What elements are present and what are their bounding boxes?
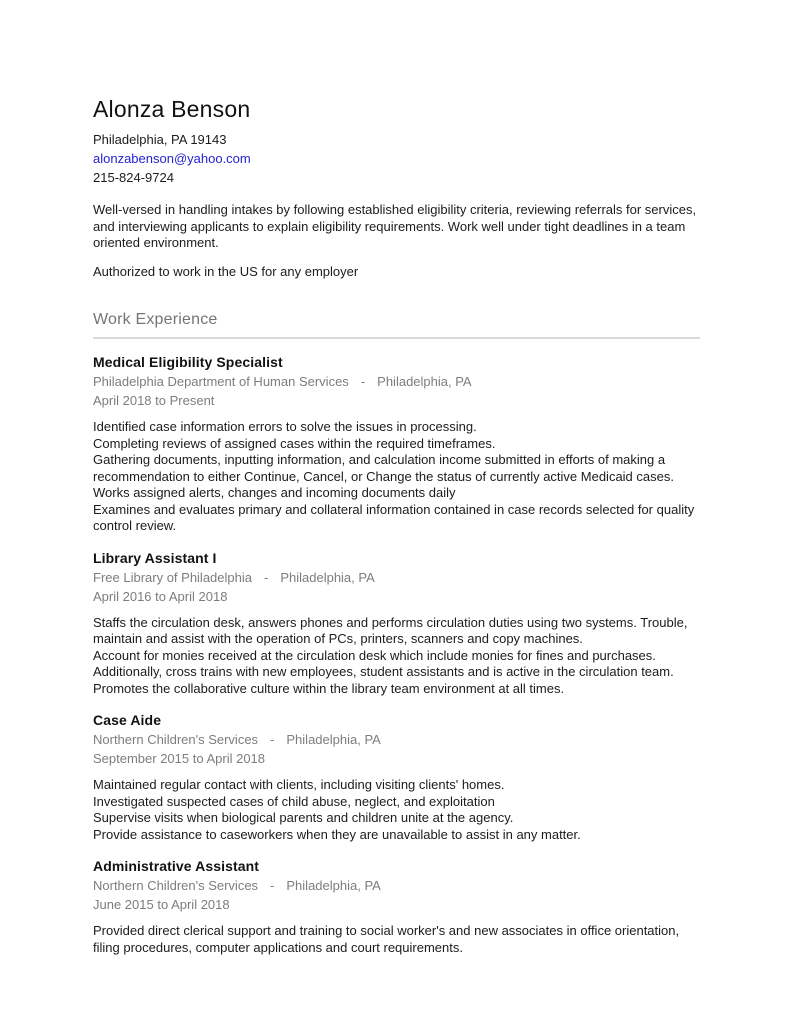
- job-meta: [93, 731, 703, 748]
- work-experience-section: [93, 311, 703, 956]
- description-line: Provide assistance to caseworkers when they are unavailable to assist in any matter.: [93, 826, 581, 842]
- job-separator: -: [360, 374, 366, 389]
- section-divider: [93, 337, 700, 339]
- description-line: Examines and evaluates primary and collateral information contained in case records selected for quality control review.: [93, 501, 695, 533]
- job-location: Philadelphia, PA: [377, 374, 472, 389]
- job-description: [93, 615, 703, 698]
- section-title: Work Experience: [93, 311, 218, 328]
- job-separator: -: [270, 878, 275, 893]
- job-location: Philadelphia, PA: [286, 878, 381, 893]
- job-dates: April 2016 to April 2018: [93, 588, 228, 604]
- description-line: Account for monies received at the circulation desk which include monies for fines and purchases.: [93, 647, 656, 663]
- job-separator: -: [270, 732, 275, 747]
- authorization-note: Authorized to work in the US for any employer: [93, 263, 359, 279]
- job-title: Administrative Assistant: [93, 858, 260, 874]
- resume-header: [93, 96, 703, 187]
- job-title: Medical Eligibility Specialist: [93, 354, 283, 370]
- job-title: Case Aide: [93, 712, 162, 728]
- candidate-name: Alonza Benson: [93, 96, 251, 122]
- job-title: Library Assistant I: [93, 549, 217, 566]
- description-line: Supervise visits when biological parents and children unite at the agency.: [93, 810, 514, 825]
- contact-location: Philadelphia, PA 19143: [93, 132, 227, 147]
- description-line: Provided direct clerical support and training to social worker's and new associates in office orientation, filing procedures, computer applications and court requirements.: [93, 923, 680, 955]
- job-description: [93, 923, 703, 956]
- summary-paragraph: Well-versed in handling intakes by following established eligibility criteria, reviewing referrals for services, and interviewing applicants to explain eligibility requirements. Work well under tight deadlines in a team oriented environment.: [93, 202, 697, 250]
- job-entry: [93, 712, 703, 843]
- job-company: Northern Children's Services: [93, 878, 259, 893]
- description-line: Staffs the circulation desk, answers phones and performs circulation duties using two systems. Trouble, maintain and assist with the operation of PCs, printers, scanners and copy machines.: [93, 614, 688, 646]
- job-meta: [93, 373, 703, 390]
- description-line: Completing reviews of assigned cases within the required timeframes.: [93, 435, 496, 451]
- job-company: Free Library of Philadelphia: [93, 569, 252, 585]
- job-meta: [93, 569, 703, 586]
- job-company: Northern Children's Services: [93, 732, 259, 747]
- description-line: Additionally, cross trains with new employees, student assistants and is active in the circulation team.: [93, 664, 674, 679]
- job-location: Philadelphia, PA: [280, 569, 375, 585]
- email-link[interactable]: alonzabenson@yahoo.com: [93, 151, 251, 166]
- description-line: Maintained regular contact with clients, including visiting clients' homes.: [93, 777, 505, 792]
- job-entry: [93, 354, 703, 535]
- description-line: Identified case information errors to solve the issues in processing.: [93, 419, 477, 434]
- description-line: Investigated suspected cases of child abuse, neglect, and exploitation: [93, 793, 495, 809]
- contact-email-row: [93, 149, 703, 168]
- job-meta: [93, 877, 703, 894]
- job-entry: [93, 858, 703, 956]
- contact-phone: 215-824-9724: [93, 170, 174, 185]
- description-line: Gathering documents, inputting information, and calculation income submitted in efforts of making a recommendation to either Continue, Cancel, or Change the status of currently active Medicaid cases.: [93, 452, 674, 484]
- job-location: Philadelphia, PA: [286, 732, 381, 747]
- job-company: Philadelphia Department of Human Services: [93, 374, 349, 389]
- job-dates: September 2015 to April 2018: [93, 751, 266, 766]
- job-separator: -: [263, 569, 269, 585]
- job-description: [93, 419, 703, 535]
- job-entry: [93, 550, 703, 698]
- job-dates: April 2018 to Present: [93, 393, 215, 408]
- resume-content: [93, 96, 703, 956]
- job-dates: June 2015 to April 2018: [93, 897, 230, 912]
- description-line: Works assigned alerts, changes and incoming documents daily: [93, 485, 456, 500]
- job-description: [93, 777, 703, 843]
- description-line: Promotes the collaborative culture within the library team environment at all times.: [93, 680, 565, 696]
